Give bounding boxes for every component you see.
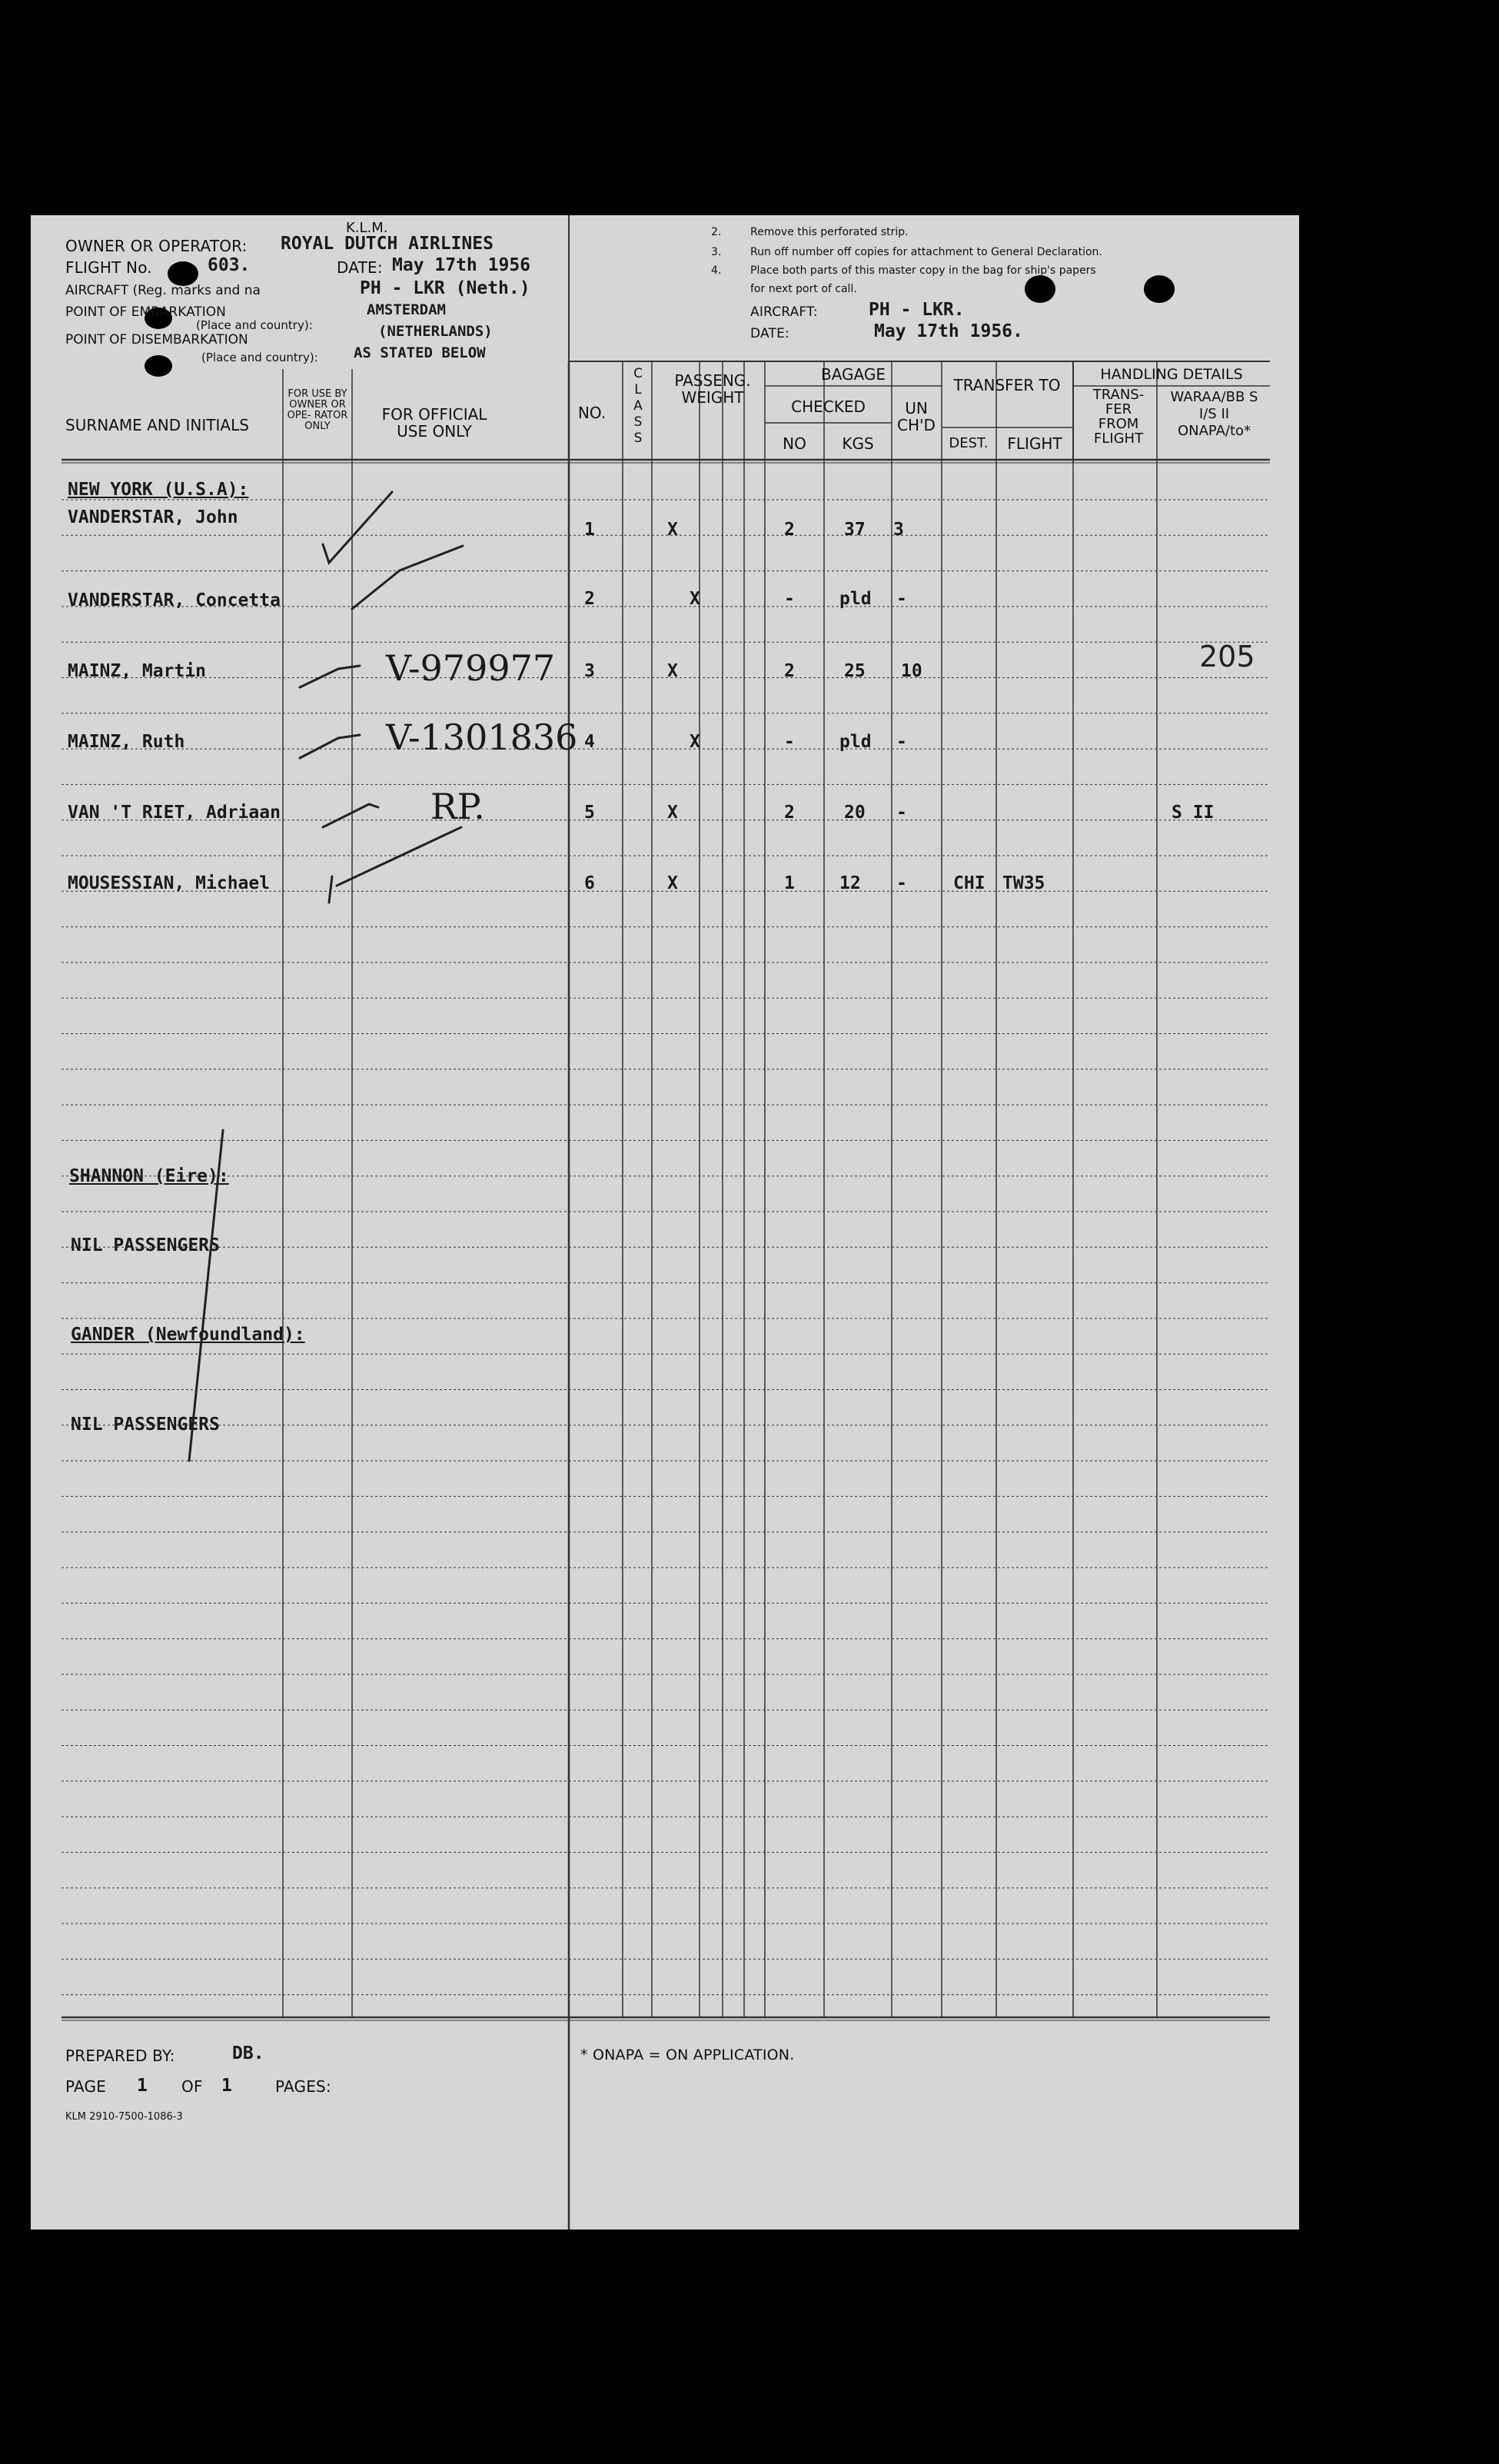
instruction-4b: for next port of call. bbox=[750, 283, 857, 295]
col-class: C L A S S bbox=[633, 366, 643, 446]
col-dest: DEST. bbox=[949, 435, 989, 451]
transfer-flight: TW35 bbox=[1002, 873, 1045, 893]
instruction-4-number: 4. bbox=[711, 264, 722, 277]
disembark-value: AS STATED BELOW bbox=[354, 344, 486, 361]
owner-value: ROYAL DUTCH AIRLINES bbox=[281, 234, 494, 254]
bag-kgs: pld bbox=[839, 589, 872, 609]
col-no: NO. bbox=[577, 404, 607, 422]
col-unchd: UN CH'D bbox=[897, 399, 936, 434]
onapa-note: * ONAPA = ON APPLICATION. bbox=[580, 2047, 795, 2063]
check-mark bbox=[329, 827, 461, 903]
passenger-no: 4 bbox=[584, 732, 595, 752]
instruction-2: Remove this perforated strip. bbox=[750, 226, 909, 238]
page-label: PAGE bbox=[65, 2077, 107, 2096]
class-mark: X bbox=[667, 661, 678, 681]
disembark-label: POINT OF DISEMBARKATION bbox=[65, 332, 248, 347]
passenger-no: 6 bbox=[584, 873, 595, 893]
col-waraa: WARAA/BB S I/S II ONAPA/to* bbox=[1170, 389, 1258, 439]
bag-unchd: - bbox=[896, 732, 907, 752]
date-value: May 17th 1956 bbox=[392, 255, 531, 275]
bag-no: 2 bbox=[784, 661, 795, 681]
class-mark: X bbox=[690, 732, 700, 752]
embark-sub: (Place and country): bbox=[196, 318, 313, 332]
instruction-3: Run off number off copies for attachment to General Declaration. bbox=[750, 246, 1102, 258]
owner-label: OWNER OR OPERATOR: bbox=[65, 237, 248, 255]
passenger-name: MAINZ, Ruth bbox=[68, 732, 185, 752]
handling-detail: S II bbox=[1172, 803, 1215, 823]
bag-no: - bbox=[784, 589, 795, 609]
bag-kgs: pld bbox=[839, 732, 872, 752]
embark-label: POINT OF EMBARKATION bbox=[65, 304, 226, 320]
official-use-entry: V-1301836 bbox=[386, 717, 578, 758]
flight-value: 603. bbox=[208, 255, 251, 275]
page-value: 1 bbox=[137, 2076, 148, 2096]
bag-unchd: - bbox=[896, 589, 907, 609]
section-new-york: NEW YORK (U.S.A): bbox=[68, 480, 249, 500]
col-transfer: TRANSFER TO bbox=[953, 376, 1061, 394]
col-flight: FLIGHT bbox=[1007, 434, 1062, 453]
official-use-entry: V-979977 bbox=[386, 647, 556, 689]
class-mark: X bbox=[667, 803, 678, 823]
bag-no: 2 bbox=[784, 803, 795, 823]
col-owner-use: FOR USE BY OWNER OR OPE- RATOR ONLY bbox=[287, 388, 348, 432]
col-bagage: BAGAGE bbox=[820, 365, 886, 384]
instructions-date-value: May 17th 1956. bbox=[874, 321, 1023, 341]
passenger-name: MOUSESSIAN, Michael bbox=[68, 873, 271, 893]
official-use-entry: RP. bbox=[430, 786, 485, 827]
bag-kgs: 20 bbox=[844, 803, 866, 823]
of-label: OF bbox=[181, 2077, 203, 2096]
embark-country: (NETHERLANDS) bbox=[378, 323, 493, 340]
col-surname: SURNAME AND INITIALS bbox=[65, 416, 249, 434]
prepared-by-value: DB. bbox=[232, 2043, 264, 2063]
section-shannon: SHANNON (Eire): bbox=[69, 1166, 229, 1186]
check-mark bbox=[300, 735, 360, 758]
transfer-dest: CHI bbox=[953, 873, 985, 893]
bag-no: - bbox=[784, 732, 795, 752]
passenger-name: VAN 'T RIET, Adriaan bbox=[68, 803, 281, 823]
form-code: KLM 2910-7500-1086-3 bbox=[65, 2111, 183, 2123]
strike-line bbox=[189, 1130, 223, 1461]
col-handling: HANDLING DETAILS bbox=[1100, 366, 1243, 383]
instruction-2-number: 2. bbox=[711, 226, 722, 238]
passenger-name: VANDERSTAR, John bbox=[68, 507, 238, 527]
disembark-sub: (Place and country): bbox=[201, 351, 318, 364]
manifest-sheet bbox=[31, 215, 1299, 2230]
section-gander: GANDER (Newfoundland): bbox=[71, 1325, 305, 1345]
shannon-nil-passengers: NIL PASSENGERS bbox=[71, 1235, 220, 1255]
date-label: DATE: bbox=[337, 258, 383, 277]
bag-no: 1 bbox=[784, 873, 795, 893]
flight-label: FLIGHT No. bbox=[65, 258, 152, 277]
bag-kgs: 12 bbox=[839, 873, 861, 893]
bag-unchd: - bbox=[896, 803, 907, 823]
of-value: 1 bbox=[221, 2076, 232, 2096]
col-passeng-weight: PASSENG. WEIGHT bbox=[674, 371, 751, 407]
col-transfer-from: TRANS- FER FROM FLIGHT bbox=[1092, 387, 1145, 447]
col-bag-no: NO bbox=[783, 434, 806, 453]
check-mark bbox=[323, 804, 378, 827]
embark-value: AMSTERDAM bbox=[367, 301, 446, 318]
col-bag-kgs: KGS bbox=[842, 434, 874, 453]
passenger-name: VANDERSTAR, Concetta bbox=[68, 590, 281, 610]
bag-unchd: 10 bbox=[901, 661, 922, 681]
class-mark: X bbox=[667, 520, 678, 540]
class-mark: X bbox=[690, 589, 700, 609]
col-official: FOR OFFICIAL USE ONLY bbox=[381, 405, 487, 441]
bag-unchd: - bbox=[896, 873, 907, 893]
instruction-4a: Place both parts of this master copy in the bag for ship's papers bbox=[750, 264, 1096, 277]
check-mark bbox=[300, 666, 360, 687]
bag-unchd: 3 bbox=[893, 520, 904, 540]
instruction-3-number: 3. bbox=[711, 246, 722, 258]
class-mark: X bbox=[667, 873, 678, 893]
handling-detail: 205 bbox=[1199, 640, 1255, 673]
passenger-no: 1 bbox=[584, 520, 595, 540]
aircraft-value: PH - LKR (Neth.) bbox=[360, 278, 530, 298]
instructions-aircraft-label: AIRCRAFT: bbox=[750, 304, 818, 320]
bag-kgs: 37 bbox=[844, 520, 866, 540]
passenger-no: 2 bbox=[584, 589, 595, 609]
passenger-no: 5 bbox=[584, 803, 595, 823]
passenger-no: 3 bbox=[584, 661, 595, 681]
prepared-by-label: PREPARED BY: bbox=[65, 2047, 175, 2065]
pages-label: PAGES: bbox=[275, 2077, 331, 2096]
bag-no: 2 bbox=[784, 520, 795, 540]
check-mark bbox=[323, 492, 392, 563]
handwritten-marks bbox=[31, 215, 1299, 2230]
gander-nil-passengers: NIL PASSENGERS bbox=[71, 1415, 220, 1435]
passenger-name: MAINZ, Martin bbox=[68, 661, 207, 681]
aircraft-label: AIRCRAFT (Reg. marks and na bbox=[65, 283, 261, 298]
col-checked: CHECKED bbox=[791, 397, 866, 416]
bag-kgs: 25 bbox=[844, 661, 866, 681]
klm-label: K.L.M. bbox=[346, 220, 388, 236]
instructions-date-label: DATE: bbox=[750, 326, 789, 341]
check-mark bbox=[352, 546, 463, 609]
instructions-aircraft-value: PH - LKR. bbox=[869, 300, 965, 320]
